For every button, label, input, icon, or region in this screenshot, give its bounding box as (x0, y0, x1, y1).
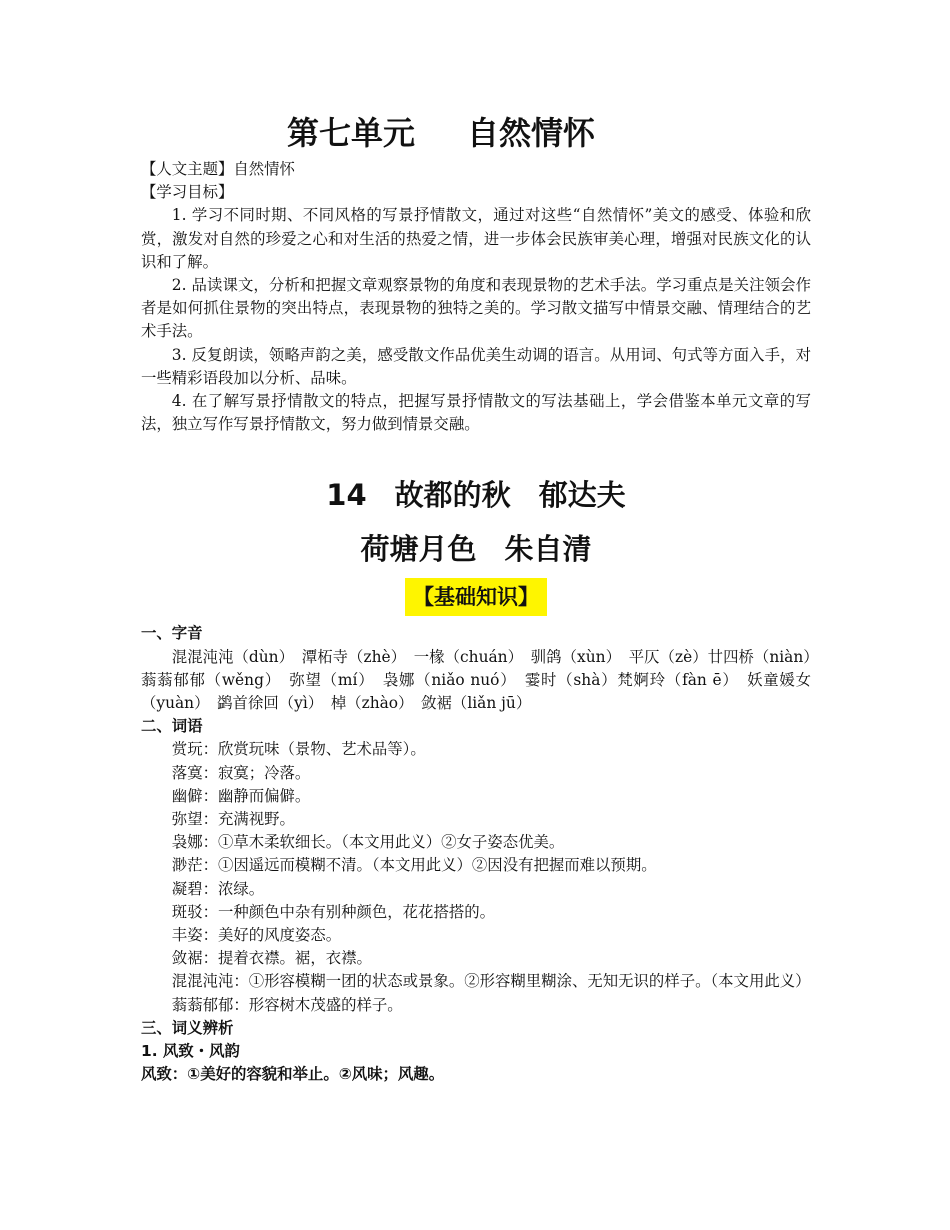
word-definition: 风致：①美好的容貌和举止。②风味；风趣。 (141, 1065, 445, 1084)
vocab-item: 蓊蓊郁郁：形容树木茂盛的样子。 (171, 995, 403, 1014)
goal-item-1: 1. 学习不同时期、不同风格的写景抒情散文，通过对这些“自然情怀”美文的感受、体验和欣赏，激发对自然的珍爱之心和对生活的热爱之情，进一步体会民族审美心理，增强对民族文化的认识和了解。 (141, 206, 811, 271)
section-heading-word-analysis: 三、词义辨析 (141, 1018, 234, 1037)
lesson-title-1: 故都的秋 (394, 478, 511, 513)
goal-item-4: 4. 在了解写景抒情散文的特点，把握写景抒情散文的写法基础上，学会借鉴本单元文章的写法，独立写作写景抒情散文，努力做到情景交融。 (141, 392, 811, 434)
goals-label: 【学习目标】 (141, 183, 234, 202)
unit-title (141, 110, 811, 156)
lesson-title-2: 荷塘月色 (360, 532, 477, 567)
vocab-item: 凝碧：浓绿。 (171, 879, 265, 898)
lesson-title-line-1 (141, 468, 811, 522)
unit-title-main: 第七单元 (286, 114, 415, 152)
word-pair-heading: 1. 风致・风韵 (141, 1042, 240, 1061)
lesson-number: 14 (326, 478, 367, 513)
theme-line: 【人文主题】自然情怀 (141, 160, 295, 178)
lesson-author-1: 郁达夫 (538, 478, 626, 513)
document-page (141, 110, 827, 1087)
vocab-item: 幽僻：幽静而偏僻。 (171, 786, 311, 805)
pronunciation-list: 混混沌沌（dùn） 潭柘寺（zhè） 一椽（chuán） 驯鸽（xùn） 平仄（zè）廿四桥（niàn） 蓊蓊郁郁（wěng） 弥望（mí） 袅娜（niǎo nuó） 霎时（shà）梵婀玲（fàn ē） 妖童媛女（yuàn） 鹢首徐回（yì） 棹（zhào） 敛裾（liǎn jū） (141, 647, 827, 713)
vocab-item: 斑驳：一种颜色中杂有别种颜色，花花搭搭的。 (171, 902, 496, 921)
lesson-author-2: 朱自清 (504, 532, 592, 567)
lesson-title-line-2 (141, 522, 811, 576)
vocab-item: 混混沌沌：①形容模糊一团的状态或景象。②形容糊里糊涂、无知无识的样子。（本文用此义） (171, 972, 811, 991)
vocab-item: 落寞：寂寞；冷落。 (171, 763, 311, 782)
section-badge-wrap (141, 578, 811, 616)
vocab-item: 丰姿：美好的风度姿态。 (171, 926, 342, 945)
vocab-item: 弥望：充满视野。 (171, 810, 295, 829)
section-heading-pronunciation: 一、字音 (141, 624, 203, 643)
basic-knowledge-badge: 【基础知识】 (405, 578, 547, 616)
section-heading-vocabulary: 二、词语 (141, 717, 203, 736)
vocab-item: 渺茫：①因遥远而模糊不清。（本文用此义）②因没有把握而难以预期。 (171, 856, 657, 875)
unit-title-sub: 自然情怀 (467, 114, 596, 152)
vocab-item: 赏玩：欣赏玩味（景物、艺术品等）。 (171, 740, 426, 759)
vocab-item: 敛裾：提着衣襟。裾，衣襟。 (171, 949, 372, 968)
goal-item-2: 2. 品读课文，分析和把握文章观察景物的角度和表现景物的艺术手法。学习重点是关注领会作者是如何抓住景物的突出特点，表现景物的独特之美的。学习散文描写中情景交融、情理结合的艺术手法。 (141, 276, 811, 341)
spacer (141, 436, 811, 468)
goal-item-3: 3. 反复朗读，领略声韵之美，感受散文作品优美生动调的语言。从用词、句式等方面入手，对一些精彩语段加以分析、品味。 (141, 345, 811, 387)
vocab-item: 袅娜：①草木柔软细长。（本文用此义）②女子姿态优美。 (171, 833, 565, 852)
